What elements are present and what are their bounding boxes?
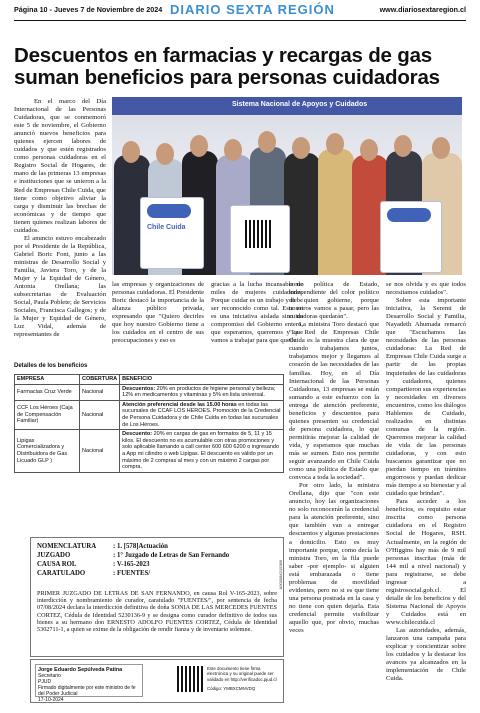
event-photo xyxy=(112,97,462,275)
signer-note: Firmado digitalmente por este ministro de fe del Poder Judicial xyxy=(38,685,136,697)
cell-beneficio xyxy=(120,384,284,400)
person-head xyxy=(156,143,174,165)
signer-role: Secretario xyxy=(38,673,61,679)
signature-box xyxy=(35,664,143,703)
person-head xyxy=(394,135,412,157)
article-column-4 xyxy=(289,281,379,635)
benefits-table xyxy=(14,374,284,473)
beneficio-bold: Descuentos: xyxy=(122,385,156,392)
verify-note[interactable]: Este documento tiene firma electrónica y su original puede ser validado en http://verificadoc.pjud.cl xyxy=(207,666,277,682)
table-title: Detalles de los beneficios xyxy=(14,363,88,369)
cell-cobertura: Nacional xyxy=(80,384,120,400)
person-head xyxy=(432,137,450,159)
verification-text xyxy=(207,666,281,692)
paragraph: las empresas y organizaciones de personas cuidadoras. El Presidente Boric destacó la importancia de la alianza público privada, expresando que "Quiero decirles que hoy nuestro Gobierno tiene a los cuidados en el centro de sus preocupaciones y eso es xyxy=(112,281,204,345)
cell-beneficio xyxy=(120,430,284,473)
field-key: CARATULADO xyxy=(37,570,86,577)
signer-name: Jorge Eduardo Sepúlveda Patina xyxy=(38,667,123,673)
paragraph: La ministra Toro destacó que "La Red de Empresas Chile Cuida es la muestra clara de que cuando trabajamos juntos, trabajamos mejor y llegamos al corazón de las necesidades de las familias. Hoy, en el Día Internacional de las Personas Cuidadoras, 13 empresas se están sumando a este esfuerzo con la entrega de atención preferente, beneficios y descuentos para quienes presenten su credencial de persona cuidadora, lo que permitirás mejorar la calidad de vida, y esperamos que muchas más se sumen. Esto nos permite seguir avanzando en Chile Cuida como una política de Estado que convoca a toda la sociedad". xyxy=(289,321,379,482)
person-head xyxy=(190,135,208,157)
table-header-row xyxy=(15,375,284,385)
chile-cuida-sign xyxy=(380,201,442,273)
paragraph: Para acceder a los beneficios, es requisito estar inscrita como persona cuidadora en el Registro Social de Hogares, RSH. Actualmente, en la región de O'Higgins hay más de 9 mil personas inscritas (más de 144 mil a nivel nacional) y para registrarse, se debe ingresar a registrosocial.gob.cl. El detalle de los beneficios y del Sistema Nacional de Apoyos y Cuidados está en www.chilecuida.cl xyxy=(386,498,466,626)
field-key: NOMENCLATURA xyxy=(37,543,97,550)
person-head xyxy=(224,139,242,161)
cell-beneficio xyxy=(120,400,284,429)
vertical-code: A000084215389 xyxy=(278,560,283,590)
notice-field xyxy=(37,570,150,577)
article-column-2 xyxy=(112,281,204,345)
newspaper-brand: DIARIO SEXTA REGIÓN xyxy=(170,2,335,17)
paragraph: como política de Estado, independiente del color político de quien gobierne, porque nosotros vamos a pasar, pero las cuidadoras quedarán". xyxy=(289,281,379,321)
field-value: : 1. [578]Actuación xyxy=(113,543,168,550)
cell-empresa: CCF Los Héroes (Caja de Compensación Familiar) xyxy=(15,400,80,429)
person-head xyxy=(122,141,140,163)
chile-cuida-logo xyxy=(387,208,431,222)
beneficio-bold: Descuento: xyxy=(122,431,153,438)
beneficio-text: 20% en productos de higiene personal y belleza; 12% en medicamentos y vitaminas y 5% en lista universal. xyxy=(122,385,276,399)
signature-block xyxy=(30,659,284,703)
paragraph: El anuncio estuvo encabezado por el Presidente de la República, Gabriel Boric Font, junto a las ministras de Desarrollo Social y Familia, Javiera Toro, y de la Mujer y la Equidad de Género, Antonia Orellana; las subsecretarias de Evaluación Social, Paula Poblete; de Servicios Sociales, Francisca Gallegos; y de la Mujer y Equidad de Género, Luz Vidal, además de representantes de xyxy=(14,234,106,339)
column-header: COBERTURA xyxy=(80,375,120,385)
banner-text: Sistema Nacional de Apoyos y Cuidados xyxy=(232,101,368,108)
article-headline: Descuentos en farmacias y recargas de gas suman beneficios para personas cuidadoras xyxy=(14,44,440,89)
notice-body: PRIMER JUZGADO DE LETRAS DE SAN FERNANDO, en causa Rol V-165-2023, sobre interdicción y nombramiento de curador, caratulado "FUENTES/", por sentencia de fecha 07/08/2024 declara la interdicción definitiva de doña SONIA DE LAS MERCEDES FUENTES CORTEZ, Cédula de Identidad 5230136-9 y se designa como curador definitivo de todos sus bienes a su hermano don ERNESTO ADOLFO FUENTES CORTEZ, Cédula de Identidad 5302711-1, a quien se exime de la obligación de rendir fianza y de inventario solemne. xyxy=(37,590,277,634)
cell-cobertura: Nacional xyxy=(80,400,120,429)
chile-cuida-logo xyxy=(147,204,191,218)
signer-date: 17-10-2024 xyxy=(38,697,64,703)
field-key: CAUSA ROL xyxy=(37,561,77,568)
beneficio-bold: Atención preferencial desde las 15.00 horas xyxy=(122,401,237,408)
beneficio-text: 20% en cargas de gas en formatos de 5, 11 y 15 kilos. El descuento no es acumulable con otras promociones y solo aplicable llamando a call center 600 600 6200 o ingresando a App mi cilindro o web Lipigas. El descuento es válido por un máximo de 2 compras al mes y con un máximo 2 cargas por compra. xyxy=(122,431,280,471)
sign-text: Chile Cuida xyxy=(147,224,186,231)
paragraph: Sobre esta importante iniciativa, la Seremi de Desarrollo Social y Familia, Nayadeth Ahumada remarcó que "Escuchamos las necesidades de las personas cuidadoras: La Red de Empresas Chile Cuida surge a partir de las propias inquietudes de las cuidadoras y cuidadores, quienes compartieron sus experiencias y necesidades en diversos encuentros, como los diálogos Hablemos de Cuidado, realizados en distintas comunas de la región. Queremos mejorar la calidad de vida de las personas cuidadoras, y con esto buscamos garantizar que no pierdan tiempo en trámites engorrosos y puedan dedicar más tiempo a su bienestar y al cuidado que brindan". xyxy=(386,297,466,498)
header-rule xyxy=(14,20,466,21)
article-column-5 xyxy=(386,281,466,683)
page-header xyxy=(0,0,480,22)
column-header: BENEFICIO xyxy=(120,375,284,385)
qr-code-icon xyxy=(177,666,203,692)
verify-code: Código: YMBXCMNVDQ xyxy=(207,686,256,692)
notice-field xyxy=(37,552,229,559)
field-value: : V-165-2023 xyxy=(113,561,150,568)
column-header: EMPRESA xyxy=(15,375,80,385)
notice-field xyxy=(37,543,168,550)
cell-empresa: Lipigas Comercializadora y Distribuidora de Gas Licuado GLP ) xyxy=(15,430,80,473)
field-key: JUZGADO xyxy=(37,552,71,559)
table-row xyxy=(15,400,284,429)
paragraph: gracias a la lucha incansable de miles de mujeres cuidadoras. Porque cuidar es un trabajo y debe ser reconocido como tal. Esta no es una iniciativa aislada sino un compromiso del Gobierno entero, que esperamos, queremos y que vamos a trabajar para que quede xyxy=(211,281,303,345)
person-figure xyxy=(318,149,354,275)
website-link[interactable]: www.diariosextaregion.cl xyxy=(379,5,466,14)
qr-code-icon xyxy=(245,220,273,248)
article-column-1 xyxy=(14,98,106,339)
notice-field xyxy=(37,561,150,568)
paragraph: Por otro lado, la ministra Orellana, dijo que "con este anuncio, hoy las organizaciones no solo reconocerán la credencial para la atención preferente, sino que también van a entregar descuentos y algunas prestaciones a domicilio. Esto es muy importante porque, como decía la ministra Toro, en la fila puede saber -por ejemplo- si alguien está embarazada o tiene problemas de movilidad evidentes, pero no si es que tiene una persona postrada en la casa y no tiene con quien dejarla. Esta credencial permite visibilizar aquello que, por obvio, muchas veces xyxy=(289,482,379,635)
photo-banner xyxy=(112,97,462,115)
signer-court: PJUD xyxy=(38,679,52,685)
field-value: : 1° Juzgado de Letras de San Fernando xyxy=(113,552,230,559)
page-label: Página 10 - Jueves 7 de Noviembre de 2024 xyxy=(14,5,163,14)
cell-empresa: Farmacias Cruz Verde xyxy=(15,384,80,400)
paragraph: En el marco del Día Internacional de las Personas Cuidadoras, que se conmemoró este 5 de noviembre, el Gobierno anunció nuevos beneficios para quienes ejercen labores de cuidados y que estén registrados como personas cuidadoras en el Registro Social de Hogares, de mano de las primeras 13 empresas e instituciones que se unieron a la Red de Empresas Chile Cuida, que tiene como objetivo aliviar la carga y disminuir las brechas de económicas y de tiempo que tienen quienes realizan labores de cuidados. xyxy=(14,98,106,234)
person-head xyxy=(360,139,378,161)
qr-sign xyxy=(230,205,290,273)
cell-cobertura: Nacional xyxy=(80,430,120,473)
person-head xyxy=(258,131,276,153)
paragraph: se nos olvida y es que todos necesitamos cuidados". xyxy=(386,281,466,297)
table-row xyxy=(15,430,284,473)
field-value: : FUENTES/ xyxy=(113,570,151,577)
person-head xyxy=(292,137,310,159)
table-row xyxy=(15,384,284,400)
legal-notice xyxy=(30,537,284,657)
person-head xyxy=(326,133,344,155)
beneficio-text: en todas las sucursales de CCAF LOS HEROES. Promoción de la Credencial de Persona Cuidadora y de Chile Cuida en todas las sucursales de Los Héroes. xyxy=(122,401,281,428)
paragraph: Las autoridades, además, lanzaron una campaña para explicar y concientizar sobre los cuidados y la destacar los avances ya alcanzados en la implementación de Chile Cuida. xyxy=(386,627,466,683)
chile-cuida-sign xyxy=(140,197,204,269)
